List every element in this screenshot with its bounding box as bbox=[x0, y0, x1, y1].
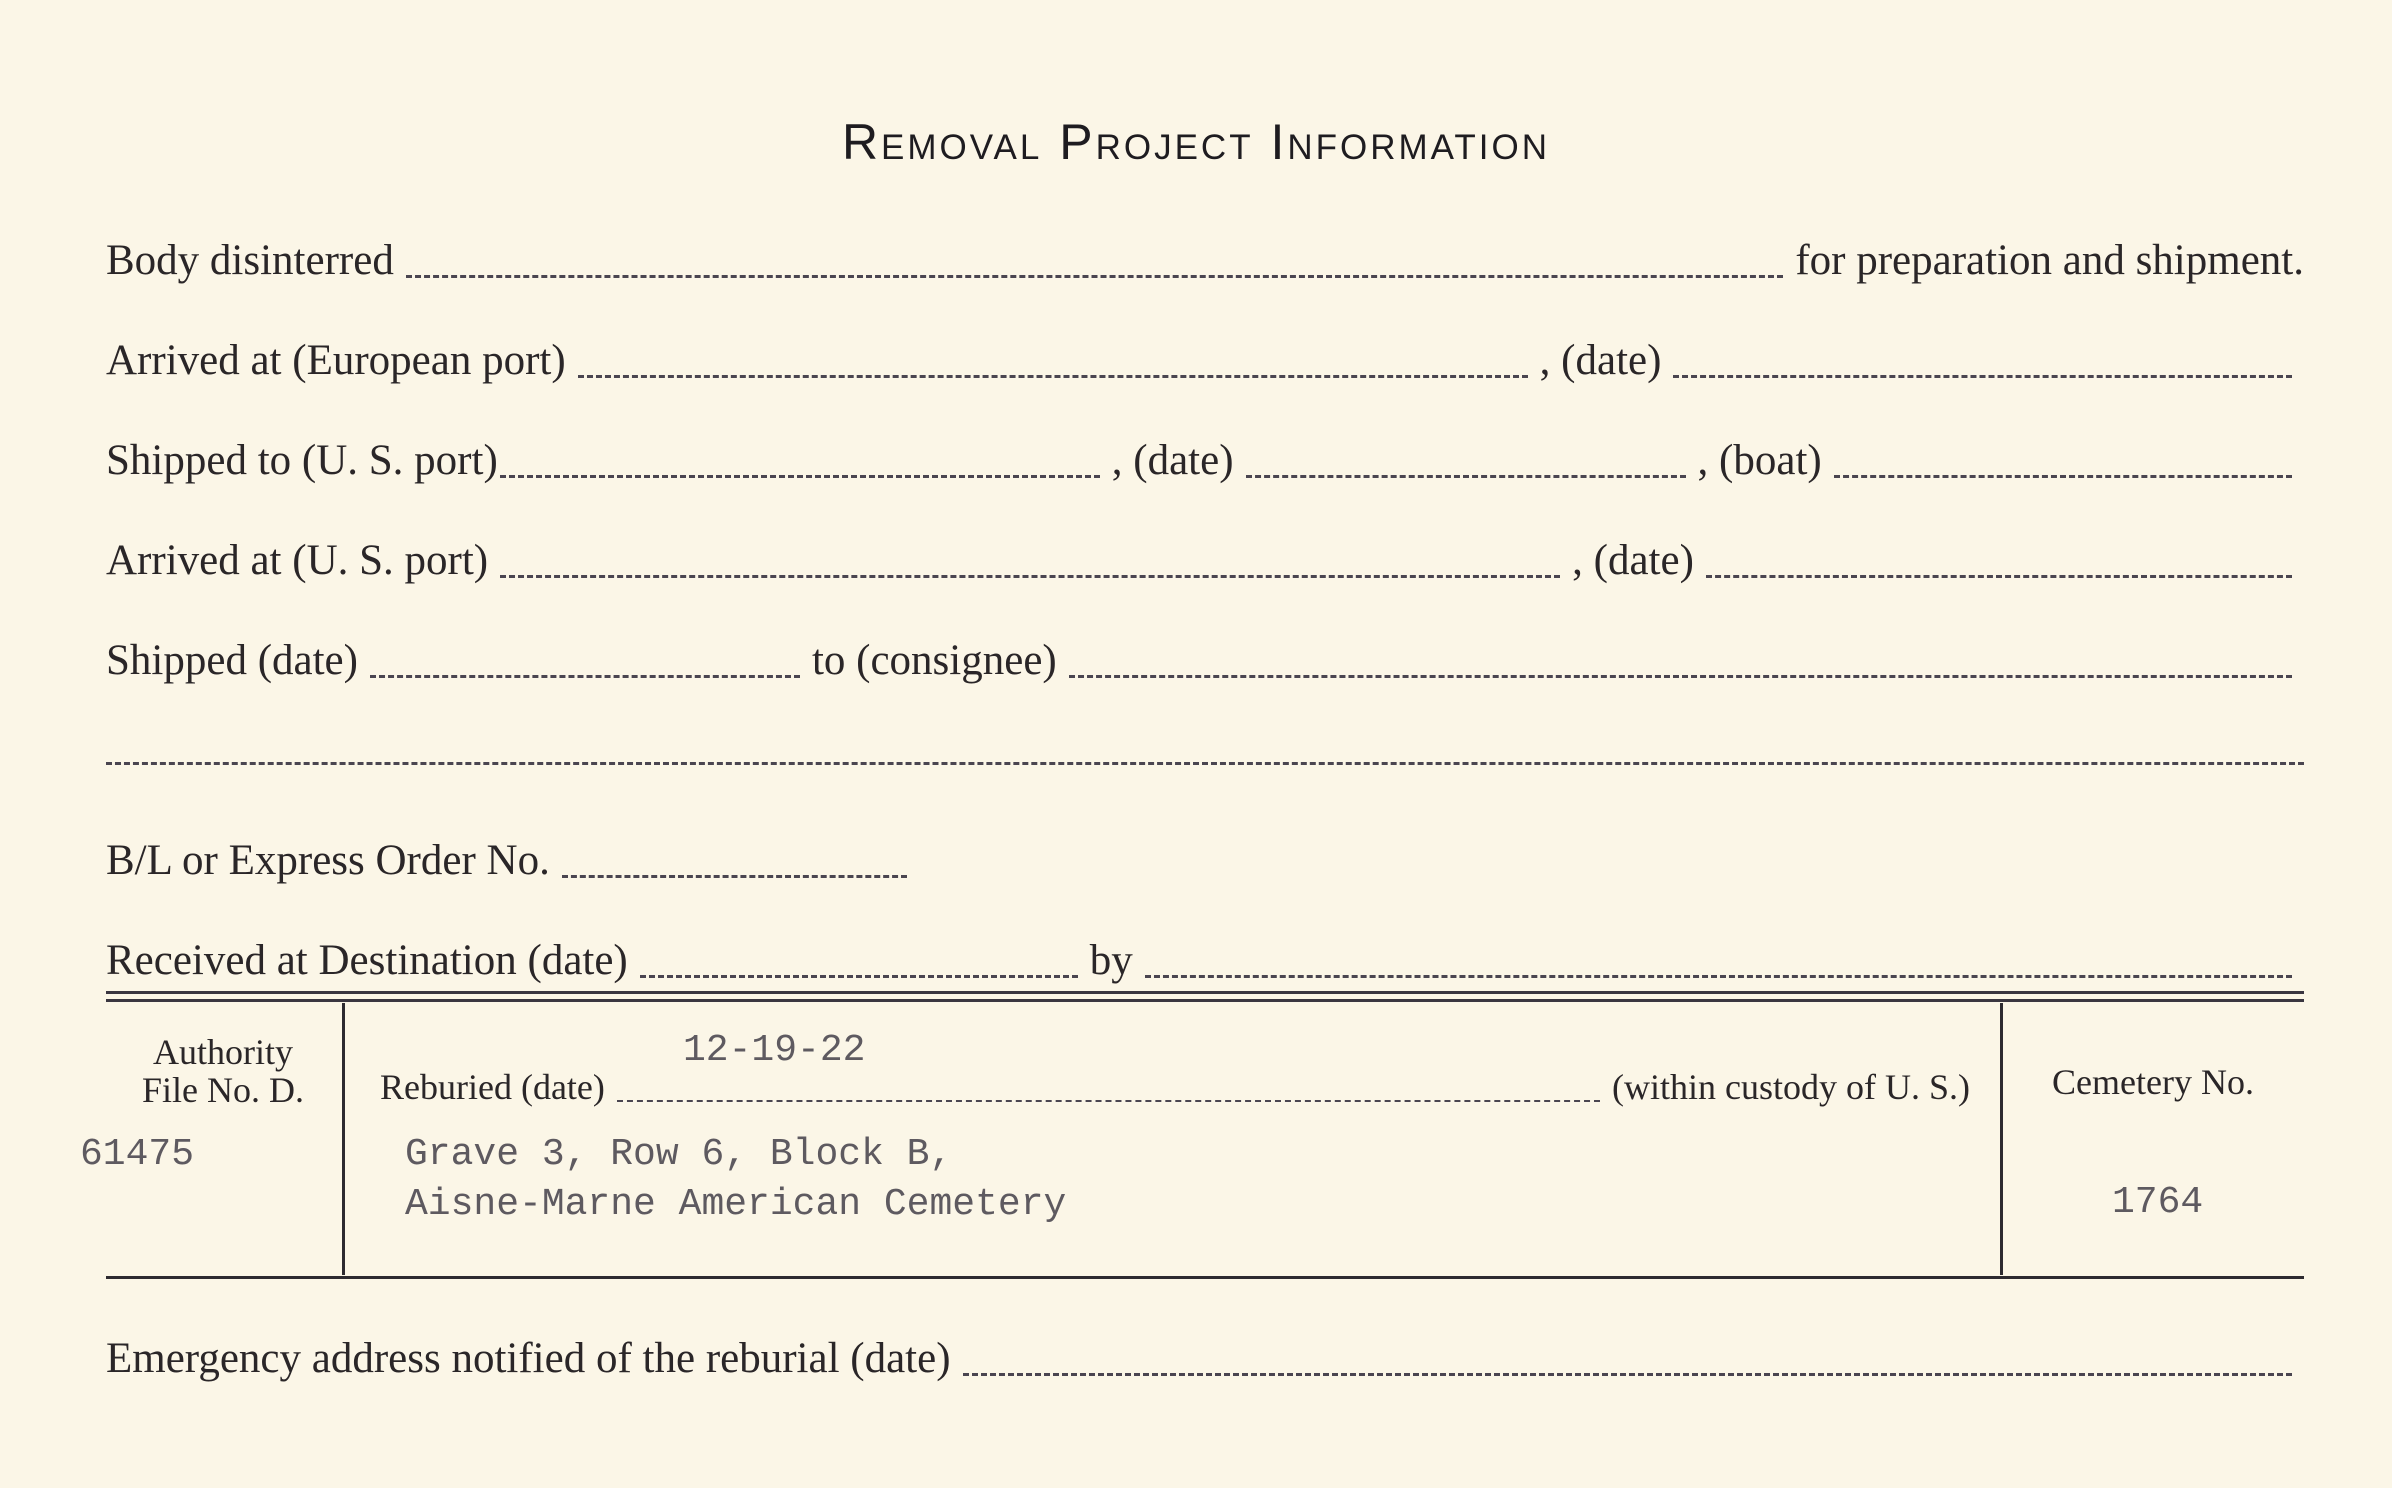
european-port-field[interactable] bbox=[578, 375, 1528, 378]
emergency-address-label: Emergency address notified of the reburial (date) bbox=[106, 1335, 951, 1382]
row-body-disinterred bbox=[106, 222, 2304, 282]
shipped-date-only-label: Shipped (date) bbox=[106, 637, 358, 684]
preparation-shipment-label: for preparation and shipment. bbox=[1795, 237, 2304, 284]
grave-location-line-2: Aisne-Marne American Cemetery bbox=[405, 1183, 1067, 1226]
consignee-label: to (consignee) bbox=[811, 637, 1057, 684]
row-shipped-us bbox=[106, 422, 2304, 482]
us-port-field[interactable] bbox=[500, 475, 1100, 478]
arrived-us-date-field[interactable] bbox=[1706, 575, 2292, 578]
authority-label: Authority bbox=[153, 1032, 293, 1072]
consignee-continuation-field[interactable] bbox=[106, 762, 2304, 765]
received-by-label: by bbox=[1089, 937, 1133, 984]
cemetery-no-label: Cemetery No. bbox=[2052, 1062, 2254, 1102]
us-port-label: Shipped to (U. S. port) bbox=[106, 437, 498, 484]
row-reburied bbox=[380, 1058, 1970, 1108]
reburied-date-label: Reburied (date) bbox=[380, 1067, 605, 1107]
file-no-value: 61475 bbox=[80, 1133, 195, 1176]
row-bl-order bbox=[106, 822, 2304, 882]
body-disinterred-label: Body disinterred bbox=[106, 237, 394, 284]
cemetery-no-value: 1764 bbox=[2112, 1181, 2204, 1224]
european-port-label: Arrived at (European port) bbox=[106, 337, 566, 384]
section-divider-right bbox=[2000, 1003, 2003, 1275]
bl-order-field[interactable] bbox=[562, 875, 907, 878]
section-bottom-rule bbox=[106, 1276, 2304, 1279]
custody-label: (within custody of U. S.) bbox=[1612, 1067, 1970, 1107]
row-arrived-us bbox=[106, 522, 2304, 582]
received-by-field[interactable] bbox=[1145, 975, 2292, 978]
consignee-field[interactable] bbox=[1069, 675, 2292, 678]
row-shipped-consignee bbox=[106, 622, 2304, 682]
european-date-field[interactable] bbox=[1673, 375, 2292, 378]
file-no-label: File No. D. bbox=[142, 1069, 304, 1110]
body-disinterred-field[interactable] bbox=[406, 275, 1783, 278]
row-arrived-european bbox=[106, 322, 2304, 382]
bl-order-label: B/L or Express Order No. bbox=[106, 837, 550, 884]
received-date-label: Received at Destination (date) bbox=[106, 937, 628, 984]
received-date-field[interactable] bbox=[640, 975, 1078, 978]
card-title: Removal Project Information bbox=[841, 114, 1551, 170]
section-divider-left bbox=[342, 1003, 345, 1275]
shipped-date-only-field[interactable] bbox=[370, 675, 800, 678]
row-received bbox=[106, 922, 2304, 982]
section-top-rule bbox=[106, 991, 2304, 994]
arrived-us-date-label: , (date) bbox=[1572, 537, 1694, 584]
shipped-date-field[interactable] bbox=[1246, 475, 1686, 478]
section-top-rule-inner bbox=[106, 999, 2304, 1002]
european-date-label: , (date) bbox=[1539, 337, 1662, 384]
arrived-us-port-label: Arrived at (U. S. port) bbox=[106, 537, 489, 584]
reburied-date-field[interactable] bbox=[617, 1100, 1600, 1102]
row-emergency bbox=[106, 1320, 2304, 1380]
arrived-us-port-field[interactable] bbox=[500, 575, 1560, 578]
emergency-date-field[interactable] bbox=[963, 1373, 2292, 1376]
authority-header bbox=[106, 1034, 340, 1110]
shipped-date-label: , (date) bbox=[1111, 437, 1234, 484]
boat-label: , (boat) bbox=[1697, 437, 1822, 484]
boat-field[interactable] bbox=[1834, 475, 2292, 478]
grave-location-line-1: Grave 3, Row 6, Block B, bbox=[405, 1133, 953, 1176]
reburied-date-value: 12-19-22 bbox=[683, 1029, 866, 1072]
